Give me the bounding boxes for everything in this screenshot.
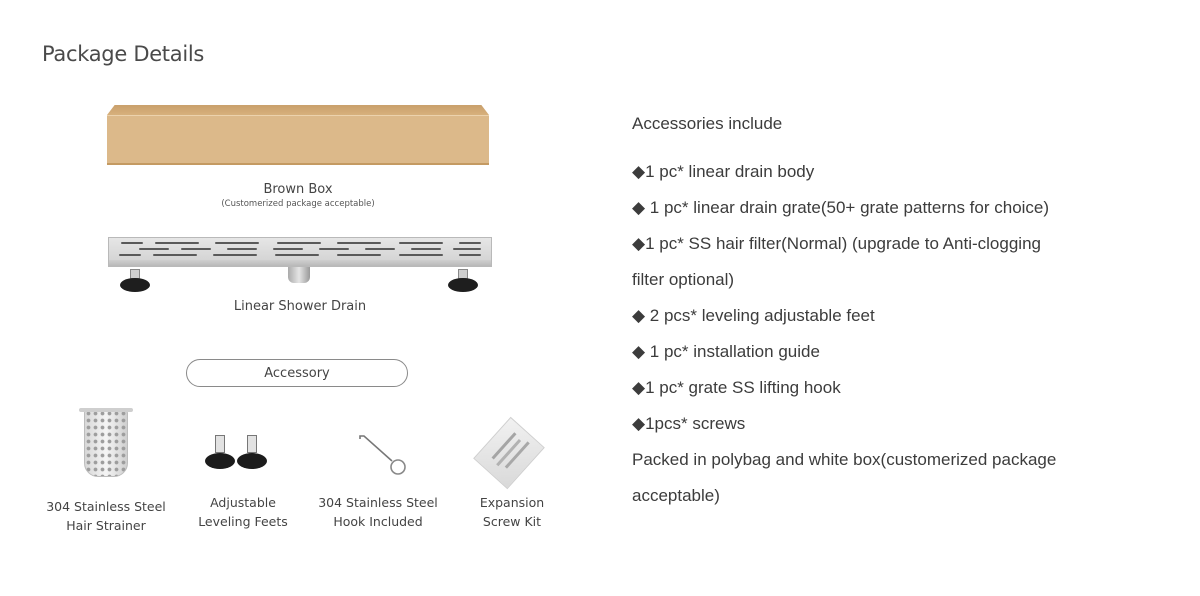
accessory-line: ◆1 pc* linear drain body (632, 162, 815, 181)
packing-note: Packed in polybag and white box(customerized package (632, 450, 1057, 469)
accessories-list (632, 112, 1172, 520)
box-bottom (107, 163, 489, 165)
drain-grate (108, 237, 492, 267)
accessories-heading: Accessories include (632, 114, 783, 133)
hook-icon (308, 405, 448, 485)
leveling-foot-left (120, 269, 150, 291)
page-title: Package Details (42, 42, 205, 66)
hair-strainer-icon (36, 409, 176, 489)
accessory-item-screw-kit (442, 405, 582, 531)
accessory-label-line2: Leveling Feets (198, 514, 288, 529)
accessory-line: ◆ 2 pcs* leveling adjustable feet (632, 306, 875, 325)
accessory-label-line1: 304 Stainless Steel (46, 499, 166, 514)
accessory-item-hair-strainer (36, 405, 176, 535)
accessory-line: ◆1pcs* screws (632, 414, 746, 433)
box-top (107, 105, 489, 115)
accessory-line: ◆ 1 pc* linear drain grate(50+ grate patterns for choice) (632, 198, 1050, 217)
brown-box-label: Brown Box (263, 182, 333, 197)
box-face (107, 115, 489, 164)
drain-outlet-pipe (288, 267, 310, 283)
accessory-label-line1: 304 Stainless Steel (318, 495, 438, 510)
accessory-line: ◆1 pc* SS hair filter(Normal) (upgrade to Anti-clogging (632, 234, 1041, 253)
accessory-label-line1: Adjustable (210, 495, 276, 510)
accessory-label-line2: Hook Included (333, 514, 423, 529)
accessory-item-hook (308, 405, 448, 531)
accessory-label-line2: Screw Kit (482, 514, 542, 529)
linear-drain-image (108, 237, 490, 297)
accessory-section-label: Accessory (186, 359, 408, 387)
leveling-feet-icon (173, 405, 313, 485)
brown-box-image (107, 105, 489, 165)
leveling-foot-right (448, 269, 478, 291)
brown-box-sublabel: (Customerized package acceptable) (221, 199, 375, 209)
accessory-label-line1: Expansion (479, 495, 545, 510)
linear-drain-label: Linear Shower Drain (233, 299, 367, 314)
accessory-line: filter optional) (632, 270, 735, 289)
accessory-line: ◆1 pc* grate SS lifting hook (632, 378, 841, 397)
screw-kit-icon (442, 405, 582, 485)
accessory-item-leveling-feet (173, 405, 313, 531)
accessory-line: ◆ 1 pc* installation guide (632, 342, 820, 361)
accessory-label-line2: Hair Strainer (66, 518, 146, 533)
packing-note: acceptable) (632, 486, 720, 505)
